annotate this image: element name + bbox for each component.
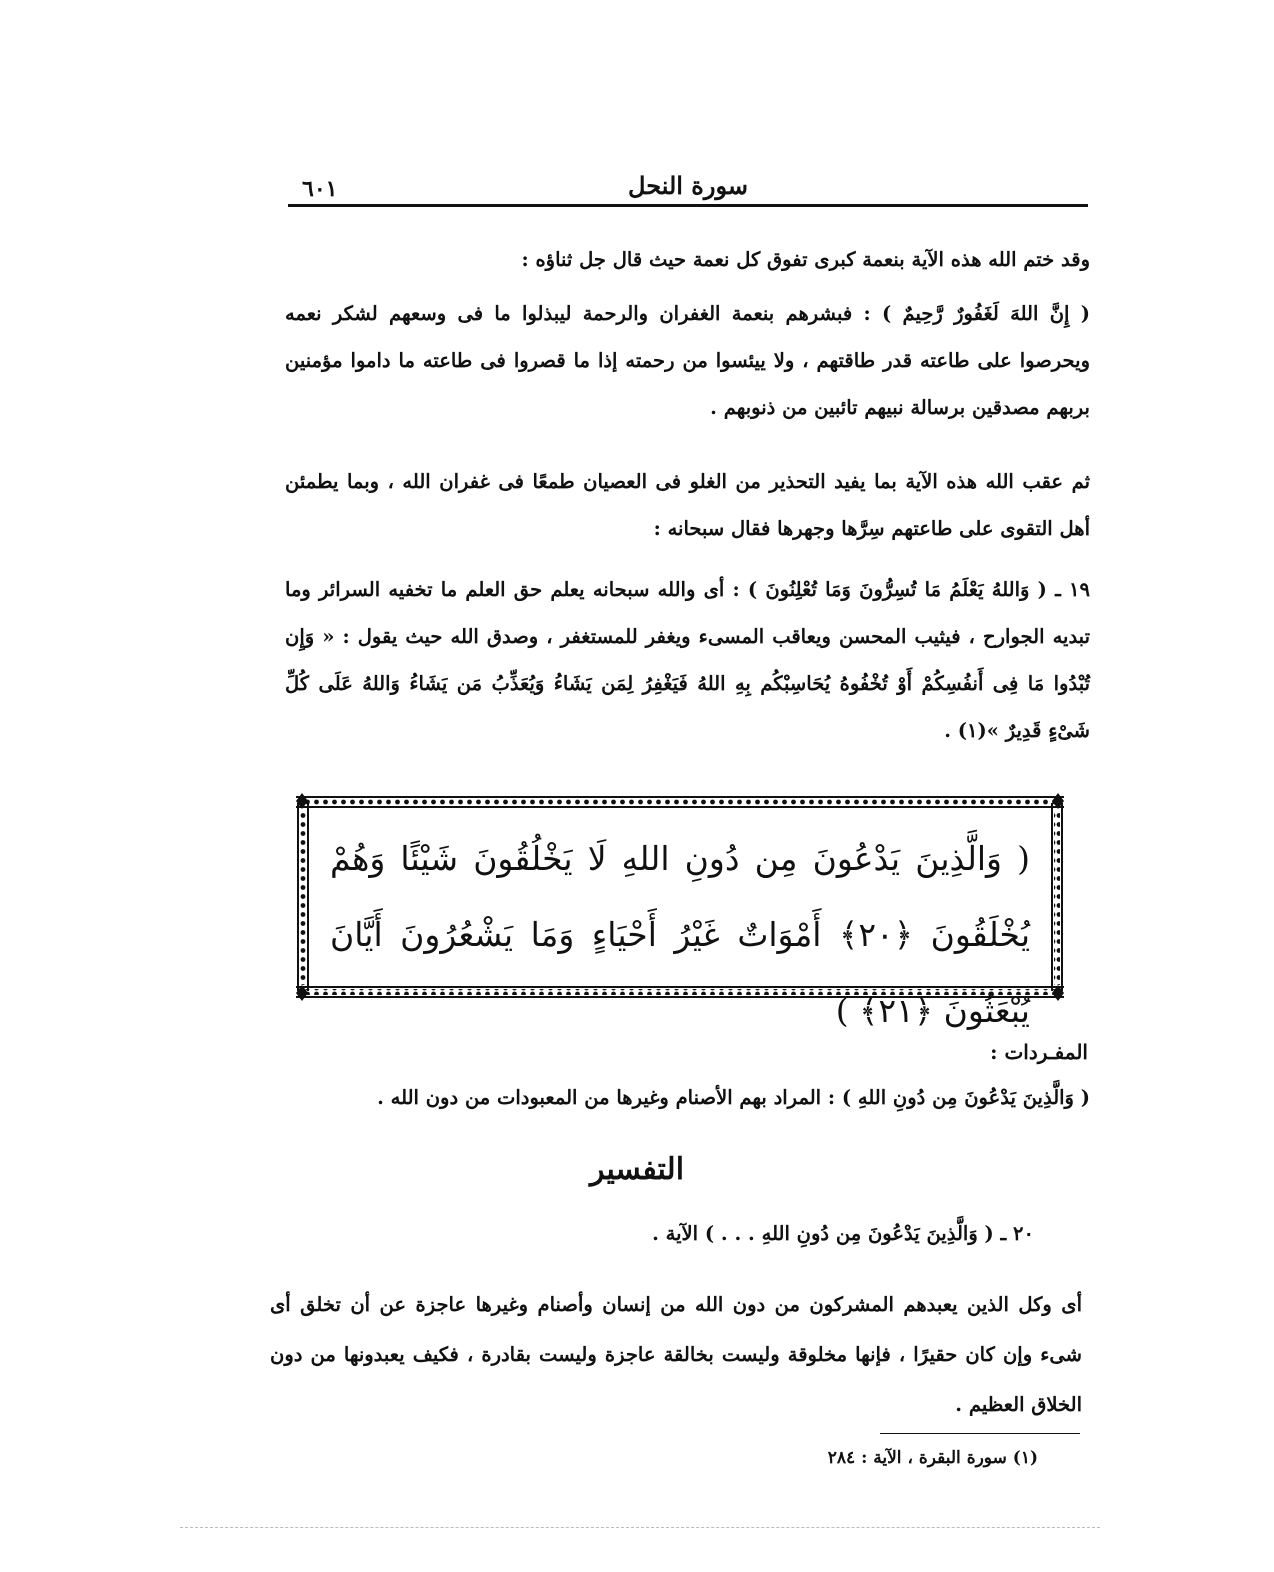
verse-19-commentary: ١٩ ـ ( وَاللهُ يَعْلَمُ مَا تُسِرُّونَ وَمَا تُعْلِنُونَ ) : أى والله سبحانه يعلم حق العلم ما تخفيه السرائر وما تبديه الجوارح ، فيثيب المحسن ويعاقب المسىء ويغفر للمستغفر ، وصدق الله حيث يقول : « وَإِن تُبْدُوا مَا فِى أَنفُسِكُمْ أَوْ تُخْفُوهُ يُحَاسِبْكُم بِهِ اللهُ فَيَغْفِرُ لِمَن يَشَاءُ وَيُعَذِّبُ مَن يَشَاءُ وَاللهُ عَلَى كُلِّ شَىْءٍ قَدِيرٌ »(١) .	[285, 578, 1090, 742]
verse-20-21-text: ( وَالَّذِينَ يَدْعُونَ مِن دُونِ اللهِ لَا يَخْلُقُونَ شَيْئًا وَهُمْ يُخْلَقُونَ ﴿٢٠﴾ أَمْوَاتٌ غَيْرُ أَحْيَاءٍ وَمَا يَشْعُرُونَ أَيَّانَ يُبْعَثُونَ ﴿٢١﴾ )	[330, 839, 1031, 1030]
vocabulary-heading: المفـردات :	[990, 1040, 1088, 1064]
intro-paragraph-2: ( إِنَّ اللهَ لَغَفُورٌ رَّحِيمٌ ) : فبشرهم بنعمة الغفران والرحمة ليبذلوا ما فى وسعهم لشكر نعمه ويحرصوا على طاعته قدر طاقتهم ، ولا ييئسوا من رحمته إذا ما قصروا فى طاعته ما داموا مؤمنين بربهم مصدقين برسالة نبيهم تائبين من ذنوبهم .	[285, 302, 1090, 419]
intro-paragraph-3: ثم عقب الله هذه الآية بما يفيد التحذير من الغلو فى العصيان طمعًا فى غفران الله ، وبما يطمئن أهل التقوى على طاعتهم سِرَّها وجهرها فقال سبحانه :	[285, 470, 1090, 540]
tafsir-heading: التفسير	[589, 1152, 685, 1187]
header-rule	[288, 204, 1088, 207]
tafsir-paragraph: أى وكل الذين يعبدهم المشركون من دون الله من إنسان وأصنام وغيرها عاجزة عن أن تخلق أى شىء وإن كان حقيرًا ، فإنها مخلوقة وليست بخالقة عاجزة وليست بقادرة ، فكيف يعبدونها من دون الخلاق العظيم .	[270, 1293, 1082, 1416]
intro-paragraph-1: وقد ختم الله هذه الآية بنعمة كبرى تفوق كل نعمة حيث قال جل ثناؤه :	[521, 248, 1090, 271]
page-number: ٦٠١	[302, 176, 338, 202]
surah-title: سورة النحل	[628, 171, 748, 200]
vocabulary-entry: ( وَالَّذِينَ يَدْعُونَ مِن دُونِ اللهِ ) : المراد بهم الأصنام وغيرها من المعبودات من دون الله .	[377, 1086, 1090, 1109]
page-header	[288, 166, 1088, 202]
page-bottom-edge	[180, 1527, 1100, 1528]
footnote: (١) سورة البقرة ، الآية : ٢٨٤	[827, 1448, 1038, 1468]
verse-20-reference: ٢٠ ـ ( وَالَّذِينَ يَدْعُونَ مِن دُونِ اللهِ . . . ) الآية .	[652, 1222, 1034, 1245]
footnote-separator	[880, 1433, 1080, 1434]
quran-verse-frame	[294, 793, 1066, 1030]
